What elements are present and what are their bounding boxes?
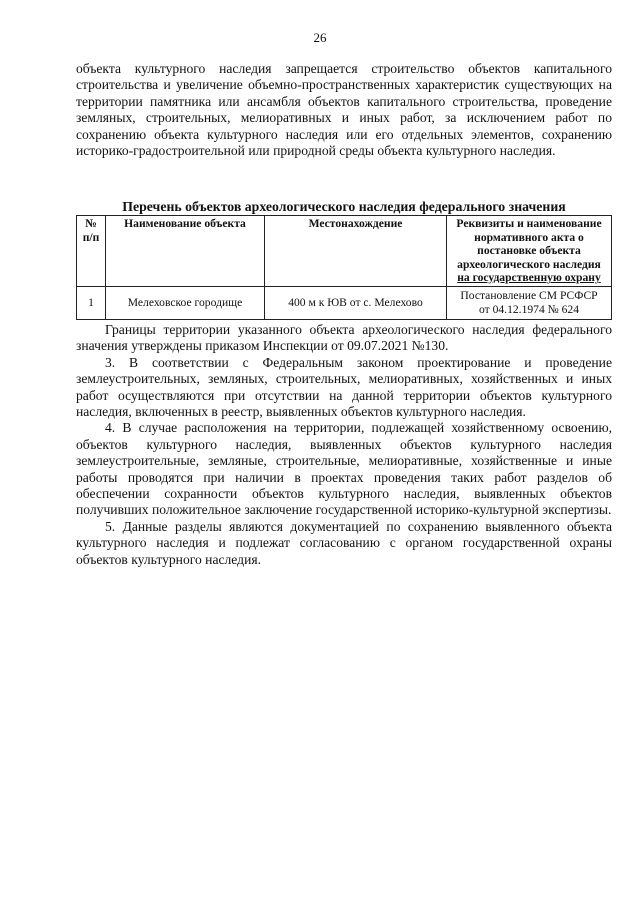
heritage-objects-table	[76, 215, 612, 320]
header-location: Местонахождение	[265, 216, 447, 287]
table-header-row	[77, 216, 612, 287]
page-number: 26	[313, 30, 327, 45]
body-paragraph-block	[76, 322, 612, 568]
table-row	[77, 286, 612, 319]
header-num: № п/п	[77, 216, 106, 287]
paragraph-5: 5. Данные разделы являются документацией по сохранению выявленного объекта культурного наследия и подлежат согласованию с органом государственной охраны объектов культурного наследия.	[76, 518, 612, 567]
header-act-line: постановке объекта	[477, 244, 581, 258]
cell-name: Мелеховское городище	[106, 286, 265, 319]
cell-location: 400 м к ЮВ от с. Мелехово	[265, 286, 447, 319]
header-act-line: Реквизиты и наименование	[456, 217, 602, 230]
header-act-line: на государственную охрану	[457, 271, 601, 285]
paragraph-1: объекта культурного наследия запрещается строительство объектов капитального строительства и увеличение объемно-пространственных характеристик существующих на территории памятника или ансамбля объектов капитального строительства, проведение земляных, строительных, мелиоративных и иных работ, за исключением работ по сохранению объекта культурного наследия или его отдельных элементов, сохранению историко-градостроительной или природной среды объекта культурного наследия.	[76, 61, 612, 159]
header-act-line: нормативного акта о	[474, 230, 584, 244]
table-title: Перечень объектов археологического наследия федерального значения	[122, 199, 566, 214]
cell-act	[447, 286, 612, 319]
paragraph-3: 3. В соответствии с Федеральным законом проектирование и проведение землеустроительных, земляных, строительных, мелиоративных, хозяйственных и иных работ осуществляются при отсутствии на данной территории объектов культурного наследия, включенных в реестр, выявленных объектов культурного наследия.	[76, 354, 612, 420]
header-act-line: археологического наследия	[457, 257, 601, 271]
cell-act-line: Постановление СМ РСФСР	[460, 289, 598, 303]
header-act	[447, 216, 612, 287]
intro-paragraph-block	[76, 61, 612, 159]
paragraph-boundaries: Границы территории указанного объекта археологического наследия федерального значения утверждены приказом Инспекции от 09.07.2021 №130.	[76, 322, 612, 354]
header-name: Наименование объекта	[106, 216, 265, 287]
cell-num: 1	[77, 286, 106, 319]
paragraph-4: 4. В случае расположения на территории, подлежащей хозяйственному освоению, объектов культурного наследия, выявленных объектов культурного наследия землеустроительные, земляные, строительные, мелиоративные, хозяйственные и иные работы проводятся при наличии в проектах проведения таких работ разделов об обеспечении сохранности объектов культурного наследия, выявленных объектов получивших положительное заключение государственной историко-культурной экспертизы.	[76, 420, 612, 518]
cell-act-line: от 04.12.1974 № 624	[478, 302, 580, 316]
